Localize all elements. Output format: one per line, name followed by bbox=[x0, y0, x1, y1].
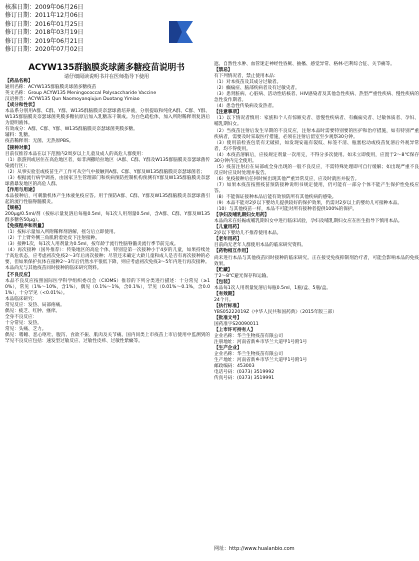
page-subtitle: 请仔细阅读说明书并在医师指导下使用 bbox=[63, 74, 149, 80]
paragraph: 本品系分别用A群、C群、Y群、W135群脑膜炎奈瑟球菌培养液，分别提取和纯化A群、C群、Y群、W135群脑膜炎奈瑟球菌荚膜多糖抗原后加入乳糖冻干制成。为白色疏松体，加入所附稀释剂复溶后为澄明液体。 bbox=[5, 109, 210, 127]
date-list bbox=[5, 4, 155, 54]
date-line: 修订日期：2020年07月02日 bbox=[5, 46, 84, 54]
section-heading: 【规格】 bbox=[5, 205, 24, 211]
section-heading: 【包装】 bbox=[214, 279, 233, 285]
paragraph: 偶见：嗜睡、恶心呕吐、腹泻、食欲不振、肌肉及关节痛。国内同类上市疫苗上市后使用中监测到的罕见不良反应包括：速发型过敏反应、过敏性皮疹、过敏性紫癜等。 bbox=[5, 332, 210, 345]
date-line: 修订日期：2018年03月19日 bbox=[5, 29, 84, 37]
section-heading: 【贮藏】 bbox=[214, 267, 233, 273]
paragraph: 企业名称：华兰生物疫苗有限公司 bbox=[214, 334, 283, 340]
section-heading: 【接种对象】 bbox=[5, 145, 33, 151]
section-heading: 【禁忌】 bbox=[214, 68, 233, 74]
paragraph: 有下列情况者，禁止使用本品： bbox=[214, 74, 279, 80]
section-heading: 【老年用药】 bbox=[214, 237, 242, 243]
paragraph: （1）以下情况者慎用：家族和个人有惊厥史者、患慢性疾病者、有癫痫史者、过敏体质者、孕妇、哺乳期妇女。 bbox=[214, 116, 419, 128]
section-heading: 【药品名称】 bbox=[5, 79, 33, 84]
paragraph: 通用名称：ACYW135群脑膜炎球菌多糖疫苗 bbox=[5, 85, 97, 91]
section-heading: 【生产企业】 bbox=[214, 346, 242, 352]
paragraph: 本品接种后，可刺激机体产生体液免疫应答。用于预防A群、C群、Y群及W135群脑膜炎奈瑟球菌引起的流行性脑脊髓膜炎。 bbox=[5, 193, 210, 205]
paragraph: 英文名称：Group ACYW135 Meningococcal Polysaccharide Vaccine bbox=[5, 91, 157, 97]
paragraph: （4）再次接种（国外推荐）：传染地区的高危个体，特别是第一次接种小于4岁的儿童，如果持续处于高危状态，应考虑初次免疫2～3年后再次接种；尽管还未确定大龄儿童和成人是否有再次接种的必要，但如果保护抗体在接种2～3年后仍然水平很低下降，则应考虑初次免疫3～5年内进行再次接种。 bbox=[5, 248, 210, 266]
paragraph: 200μg/0.5ml/剂（按标示量复溶后每瓶0.5ml，每1次人用剂量0.5ml，含A群、C群、Y群及W135群多糖各50μg）。 bbox=[5, 212, 210, 224]
date-line: 修订日期：2011年12月06日 bbox=[5, 12, 84, 20]
paragraph: 目前尚无老年人群使用本品的临床研究资料。 bbox=[214, 243, 306, 249]
section-heading: 【批准文号】 bbox=[214, 315, 242, 321]
paragraph: （2）从事实验室或疫苗生产工作可从空气中接触到A群、C群、Y群及W135群脑膜炎奈瑟球菌者； bbox=[5, 169, 205, 175]
paragraph: （1）对本疫苗及其成分过敏者。 bbox=[214, 80, 282, 86]
paragraph: （3）接种1次，每1次人用剂量为0.5ml，按年龄于流行性脑脊髓炎流行季节前完成。 bbox=[5, 242, 179, 248]
paragraph: （1）按标示量加入所附稀释剂溶解，摇匀后立即使用。 bbox=[5, 230, 119, 236]
paragraph: （5）疫苗注射后在局部或全身出现的一般不良反应，不需特殊处理即可自行缓解；如出现严重不良反应时应及时处理并报告。 bbox=[214, 164, 419, 176]
paragraph: （2）当疫苗注射后发生早期的不良反应，注射本品时需要特别要的医护和治疗措施，如有特别严重疾病者，需要及时采取医疗措施，必须在注射后留室至少观察30分钟。 bbox=[214, 128, 419, 140]
paragraph: 24个月。 bbox=[214, 297, 234, 303]
paragraph: 常见：头痛、乏力。 bbox=[5, 326, 47, 332]
company-logo bbox=[164, 15, 198, 49]
paragraph: 辅料：乳糖。 bbox=[5, 133, 33, 139]
paragraph: 十分常见：发热。 bbox=[5, 320, 42, 326]
paragraph: （2）于上臂外侧三角肌附着处皮下注射接种。 bbox=[5, 236, 100, 242]
paragraph: 2岁以下婴幼儿不推荐使用本品。 bbox=[214, 231, 282, 237]
section-heading: 【注意事项】 bbox=[214, 110, 242, 116]
date-line: 核准日期：2009年06月26日 bbox=[5, 4, 84, 11]
page-title: ACYW135群脑膜炎球菌多糖疫苗说明书 bbox=[28, 63, 185, 73]
paragraph: 本品不良反应按照国际医学科学组织委员会（CIOMS）推荐的下列分类进行描述：十分常见（≥10%），常见（1%～10%，含1%），偶见（0.1%～1%，含0.1%），罕见（0.01%～0.1%，含0.01%），十分罕见（<0.01%）。 bbox=[5, 278, 210, 296]
paragraph: 传真号码：(0373) 3519991 bbox=[214, 376, 275, 382]
date-line: 修订日期：2016年01月25日 bbox=[5, 20, 84, 28]
paragraph: （3）根据流行病学调查，由国家卫生管理部门和疾病预防控制机构预测有Y群及W135群脑膜炎奈瑟球菌暴发地区的高危人群。 bbox=[5, 175, 210, 187]
paragraph: （4）本疫苗溶解后，应按规定剂量一次用完，不得分多次使用。如未立即使用，应置于2～8℃保存30分钟内完全使用。 bbox=[214, 152, 419, 164]
paragraph: 生产地址：河南省新乡市华兰大道甲1号附1号 bbox=[214, 358, 308, 364]
paragraph: （8）不能保证接种本品后能有效预防所有其他疾病的感染。 bbox=[214, 195, 337, 201]
logo-mark-icon bbox=[164, 15, 198, 49]
section-heading: 【作用与用途】 bbox=[5, 187, 38, 193]
paragraph: 电话号码：(0373) 3519992 bbox=[214, 370, 275, 376]
paragraph: 邮政编码：453003 bbox=[214, 364, 255, 370]
section-heading: 【成分和性状】 bbox=[5, 103, 38, 109]
paragraph: 企业名称：华兰生物疫苗有限公司 bbox=[214, 352, 283, 358]
date-line: 修订日期：2019年06月21日 bbox=[5, 37, 84, 45]
paragraph: 尚未进行本品与其他疫苗同时接种的临床研究。正在接受免疫抑制剂治疗者，可能会影响本品的免疫效果。 bbox=[214, 255, 419, 267]
section-heading: 【免疫程序和剂量】 bbox=[5, 224, 47, 230]
paragraph: （7）如果本疫苗按照疫苗预防接种说明书规定使用，仍可能有一部分个体不能产生保护性免疫应答。 bbox=[214, 182, 419, 194]
paragraph: 全身不良反应： bbox=[5, 314, 38, 320]
right-column bbox=[214, 62, 419, 382]
paragraph: 本品临床研究： bbox=[5, 296, 38, 302]
paragraph: 注册地址：河南省新乡市华兰大道甲1号附1号 bbox=[214, 340, 308, 346]
website-url: 网址：http://www.hualanbio.com bbox=[214, 546, 295, 552]
paragraph: 常见反应：发热、局部疼痛。 bbox=[5, 302, 65, 308]
paragraph: （3）使用前检查包装有无破损，如发现安瓿有裂纹、标签不清、瓶塞松动或疫苗复溶后外观异常者，均不得使用。 bbox=[214, 140, 419, 152]
paragraph: 国药准字S20090011 bbox=[214, 322, 259, 328]
paragraph: 本品尚未在妊娠或哺乳期妇女中进行临床试验，孕妇及哺乳期妇女应在医生指导下慎用本品。 bbox=[214, 219, 403, 225]
paragraph: 于2～8℃避光保存和运输。 bbox=[214, 273, 271, 279]
paragraph: （2）癫痫症、脑部疾病者及有过敏史者。 bbox=[214, 86, 300, 92]
section-heading: 【执行标准】 bbox=[214, 303, 242, 309]
paragraph: 汉语拼音：ACYW135 Qun Naomoyanqiujun Duotang Yimiao bbox=[5, 97, 140, 103]
paragraph: （6）免疫接种后任何时候出现其他严重异常反应，应及时就医并报告。 bbox=[214, 176, 360, 182]
paragraph: 疫苗稀释剂：无菌、无热原PBS。 bbox=[5, 139, 74, 145]
paragraph: （1）旅游到或居住在高危地区者，如非洲撒哈拉地区（A群、C群、Y群及W135群脑膜炎奈瑟球菌传染流行区）； bbox=[5, 157, 210, 169]
paragraph: （3）患肾脏病、心脏病、活动性结核者、HIV感染者及其他急性疾病、热型严重性疾病、慢性疾病的急性发作期者。 bbox=[214, 92, 419, 104]
section-heading: 【孕妇及哺乳期妇女用药】 bbox=[214, 213, 270, 219]
section-heading: 【不良反应】 bbox=[5, 272, 33, 278]
section-heading: 【有效期】 bbox=[214, 291, 237, 297]
section-heading: 【上市许可持有人】 bbox=[214, 328, 256, 334]
paragraph: （10）与其他疫苗一样，本品不可能对所有接种者提供100%的保护。 bbox=[214, 207, 358, 213]
section-heading: 【儿童用药】 bbox=[214, 225, 242, 231]
paragraph: YBS05222019Z《中华人民共和国药典》（2015年版三部） bbox=[214, 309, 337, 315]
paragraph: 偶见：疲乏、红肿、瘙痒。 bbox=[5, 308, 61, 314]
paragraph: （4）患急性传染病及发热者。 bbox=[214, 104, 277, 110]
paragraph: （9）本品不能对2岁以下婴幼儿提供较好的保护效果，仍需对2岁以上的婴幼儿可接种本品。 bbox=[214, 201, 402, 207]
paragraph: 遮、自然性水肿、血管迷走神经性昏厥、抽搐、感觉异常、格林-巴利综合征、关节痛等。 bbox=[214, 62, 395, 67]
left-column bbox=[5, 79, 210, 345]
paragraph: 有效成分：A群、C群、Y群、W135群脑膜炎奈瑟球菌荚膜多糖。 bbox=[5, 127, 138, 133]
paragraph: 目前仅推荐本品在以下范围内2周岁以上儿童及成人的高危人群使用： bbox=[5, 151, 146, 157]
paragraph: 本品每1次人用剂量复溶后每瓶0.5ml，1瓶/盒、5瓶/盒。 bbox=[214, 285, 331, 291]
paragraph: 本品尚无与其他疫苗同时接种的临床研究资料。 bbox=[5, 266, 102, 272]
section-heading: 【药物相互作用】 bbox=[214, 249, 251, 255]
